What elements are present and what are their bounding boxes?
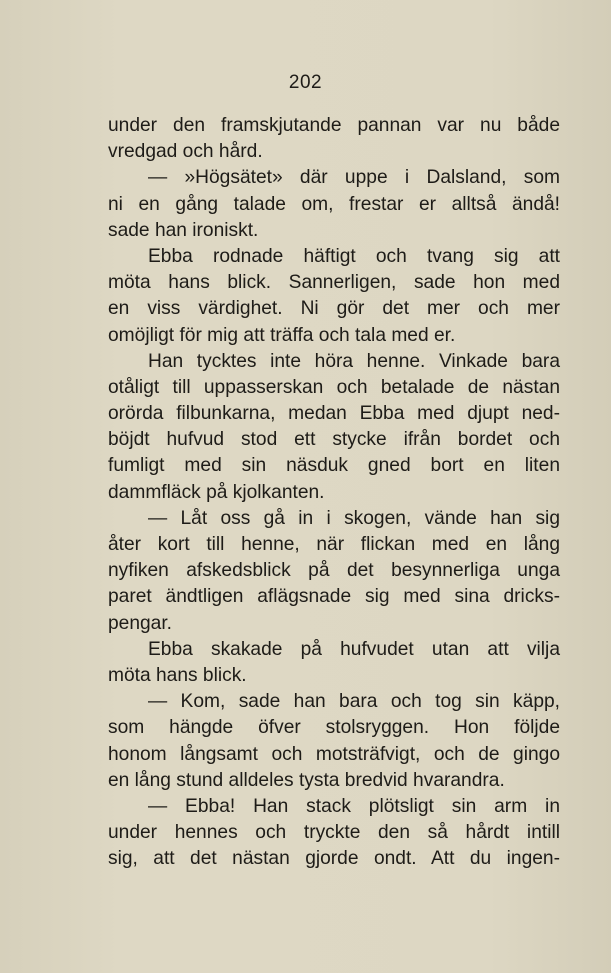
page-number: 202	[288, 72, 323, 93]
text-line: pengar.	[108, 612, 173, 634]
text-line: ni en gång talade om, frestar er alltså ändå!	[108, 193, 560, 215]
text-line: Ebba skakade på hufvudet utan att vilja	[148, 638, 560, 660]
text-line: åter kort till henne, när flickan med en lång	[108, 534, 560, 555]
text-line: möta hans blick.	[108, 664, 247, 686]
text-line: — »Högsätet» där uppe i Dalsland, som	[148, 167, 560, 189]
text-line: — Låt oss gå in i skogen, vände han sig	[148, 507, 560, 529]
text-line: fumligt med sin näsduk gned bort en liten	[108, 455, 560, 477]
text-line: sig, att det nästan gjorde ondt. Att du ingen-	[108, 848, 560, 870]
text-line: orörda filbunkarna, medan Ebba med djupt ned-	[108, 403, 560, 425]
text-line: honom långsamt och motsträfvigt, och de gingo	[108, 743, 560, 765]
text-line: Han tycktes inte höra henne. Vinkade bara	[148, 350, 560, 372]
text-line: böjdt hufvud stod ett stycke ifrån bordet och	[108, 429, 560, 451]
text-line: otåligt till uppasserskan och betalade de nästan	[108, 376, 560, 398]
text-line: Ebba rodnade häftigt och tvang sig att	[148, 245, 560, 267]
text-line: en lång stund alldeles tysta bredvid hvarandra.	[108, 769, 505, 791]
text-line: omöjligt för mig att träffa och tala med er.	[108, 324, 456, 346]
text-line: paret ändtligen aflägsnade sig med sina dricks-	[108, 586, 560, 608]
text-line: dammfläck på kjolkanten.	[108, 481, 325, 503]
text-line: som hängde öfver stolsryggen. Hon följde	[108, 717, 560, 739]
body-text	[108, 113, 560, 872]
text-line: under hennes och tryckte den så hårdt intill	[108, 822, 560, 844]
text-line: vredgad och hård.	[108, 141, 263, 163]
text-line: möta hans blick. Sannerligen, sade hon med	[108, 272, 560, 294]
text-line: en viss värdighet. Ni gör det mer och mer	[108, 298, 560, 320]
text-line: — Kom, sade han bara och tog sin käpp,	[148, 691, 560, 713]
text-line: nyfiken afskedsblick på det besynnerliga unga	[108, 560, 560, 582]
text-line: sade han ironiskt.	[108, 219, 259, 241]
text-line: under den framskjutande pannan var nu både	[108, 115, 560, 136]
text-line: — Ebba! Han stack plötsligt sin arm in	[148, 795, 560, 817]
